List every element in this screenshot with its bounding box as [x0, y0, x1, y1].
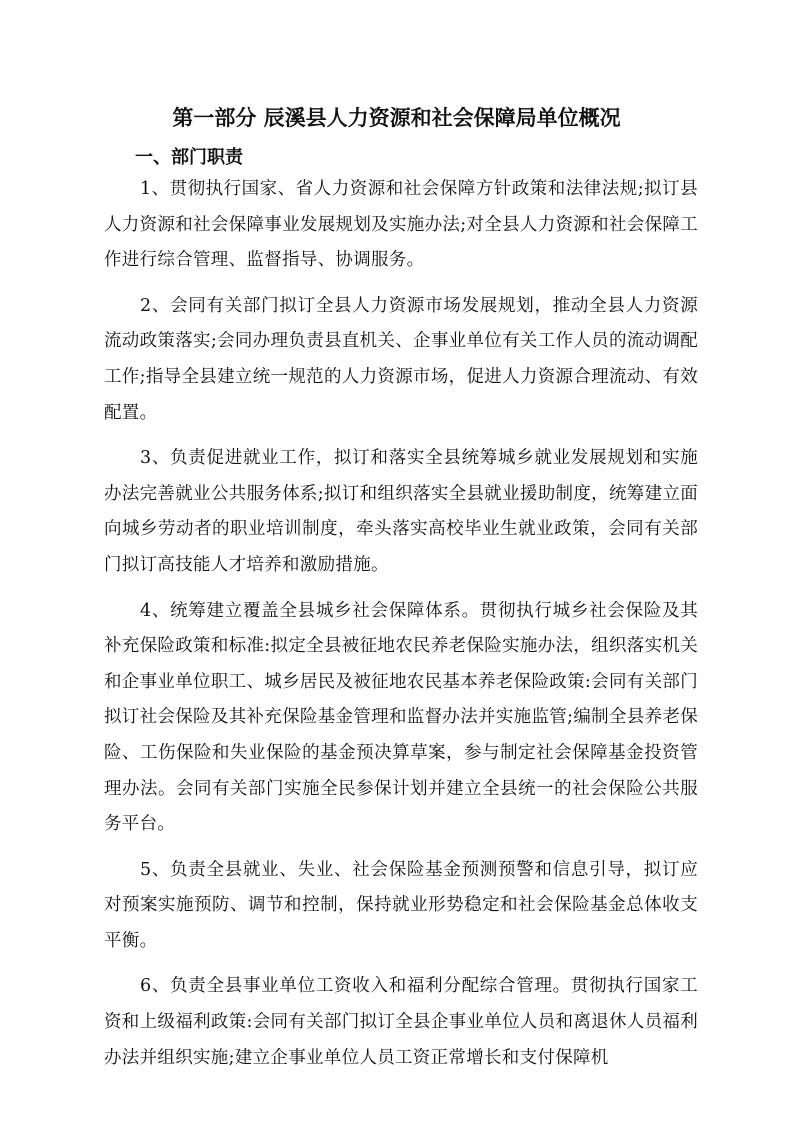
- duty-paragraph-5: 5、负责全县就业、失业、社会保险基金预测预警和信息引导，拟订应对预案实施预防、调节和控制，保持就业形势稳定和社会保险基金总体收支平衡。: [104, 859, 698, 951]
- duty-paragraph-3: 3、负责促进就业工作，拟订和落实全县统筹城乡就业发展规划和实施办法完善就业公共服务体系;拟订和组织落实全县就业援助制度，统筹建立面向城乡劳动者的职业培训制度，牵头落实高校毕业生就业政策，会同有关部门拟订高技能人才培养和激励措施。: [104, 448, 698, 575]
- duty-paragraph-4: 4、统筹建立覆盖全县城乡社会保障体系。贯彻执行城乡社会保险及其补充保险政策和标准:拟定全县被征地农民养老保险实施办法，组织落实机关和企事业单位职工、城乡居民及被征地农民基本养老保险政策:会同有关部门拟订社会保险及其补充保险基金管理和监督办法并实施监管;编制全县养老保险、工伤保险和失业保险的基金预决算草案，参与制定社会保障基金投资管理办法。会同有关部门实施全民参保计划并建立全县统一的社会保险公共服务平台。: [104, 600, 698, 835]
- duty-paragraph-2: 2、会同有关部门拟订全县人力资源市场发展规划，推动全县人力资源流动政策落实;会同办理负责县直机关、企事业单位有关工作人员的流动调配工作;指导全县建立统一规范的人力资源市场，促进人力资源合理流动、有效配置。: [104, 295, 698, 423]
- duty-paragraph-6: 6、负责全县事业单位工资收入和福利分配综合管理。贯彻执行国家工资和上级福利政策:会同有关部门拟订全县企事业单位人员和离退休人员福利办法并组织实施;建立企事业单位人员工资正常增长和支付保障机: [104, 976, 698, 1068]
- duties-body: [104, 172, 698, 1086]
- section-heading-department-duties: 一、部门职责: [135, 147, 243, 168]
- document-title: 第一部分 辰溪县人力资源和社会保障局单位概况: [172, 106, 621, 130]
- duty-paragraph-1: 1、贯彻执行国家、省人力资源和社会保障方针政策和法律法规;拟订县人力资源和社会保障事业发展规划及实施办法;对全县人力资源和社会保障工作进行综合管理、监督指导、协调服务。: [104, 179, 698, 271]
